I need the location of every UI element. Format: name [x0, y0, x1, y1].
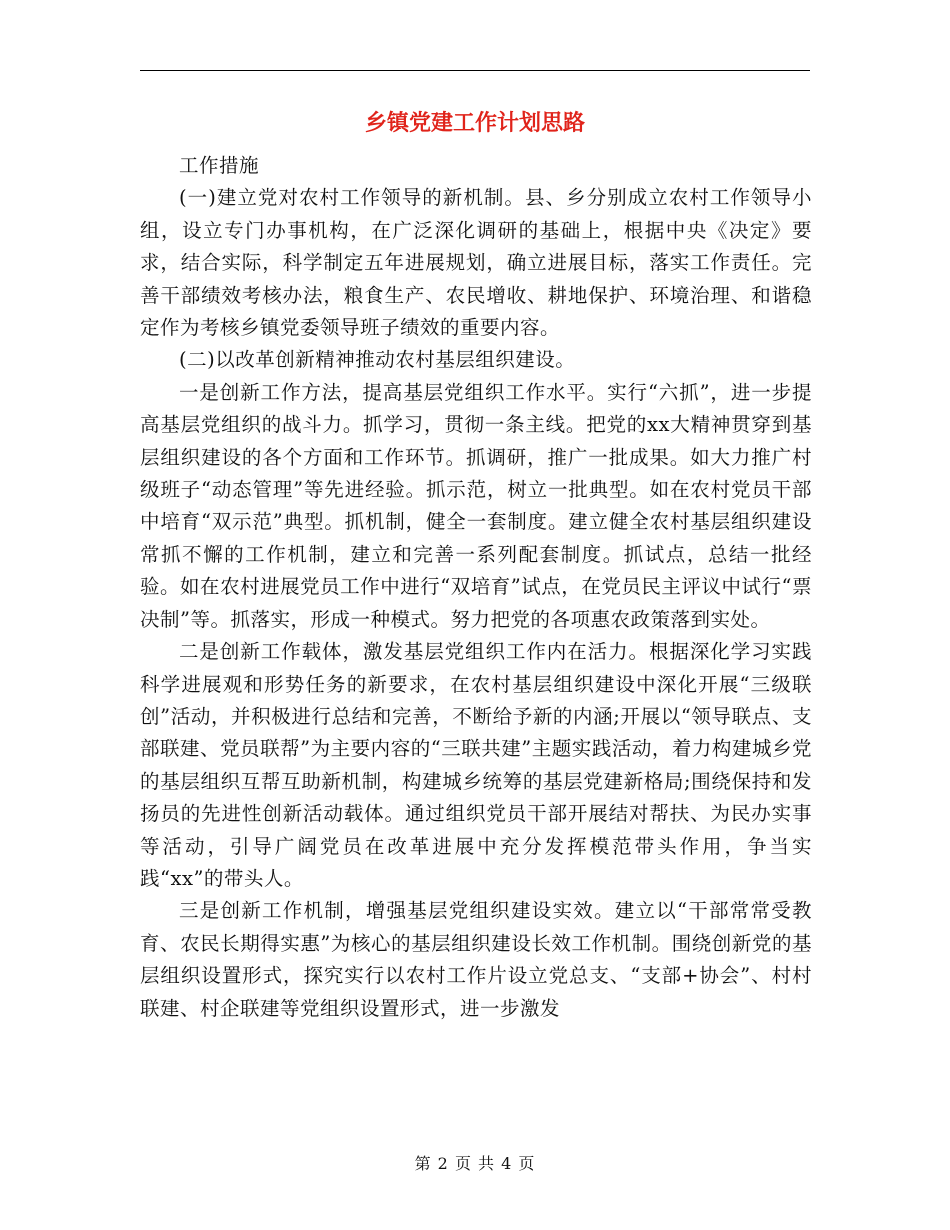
header-rule: [140, 70, 810, 71]
paragraph-section-1: (一)建立党对农村工作领导的新机制。县、乡分别成立农村工作领导小组，设立专门办事机构，在广泛深化调研的基础上，根据中央《决定》要求，结合实际，科学制定五年进展规划，确立进展目标，落实工作责任。完善干部绩效考核办法，粮食生产、农民增收、耕地保护、环境治理、和谐稳定作为考核乡镇党委领导班子绩效的重要内容。: [140, 186, 812, 340]
paragraph-heading-measures: 工作措施: [179, 154, 260, 177]
document-title: 乡镇党建工作计划思路: [364, 111, 585, 136]
page-number: 第 2 页 共 4 页: [414, 1154, 536, 1173]
paragraph-item-1: 一是创新工作方法，提高基层党组织工作水平。实行“六抓”，进一步提高基层党组织的战斗力。抓学习，贯彻一条主线。把党的xx大精神贯穿到基层组织建设的各个方面和工作环节。抓调研，推广一批成果。如大力推广村级班子“动态管理”等先进经验。抓示范，树立一批典型。如在农村党员干部中培育“双示范”典型。抓机制，健全一套制度。建立健全农村基层组织建设常抓不懈的工作机制，建立和完善一系列配套制度。抓试点，总结一批经验。如在农村进展党员工作中进行“双培育”试点，在党员民主评议中试行“票决制”等。抓落实，形成一种模式。努力把党的各项惠农政策落到实处。: [140, 380, 812, 631]
paragraph-section-2: (二)以改革创新精神推动农村基层组织建设。: [179, 348, 576, 372]
document-body: [140, 150, 812, 1025]
paragraph-item-3: 三是创新工作机制，增强基层党组织建设实效。建立以“干部常常受教育、农民长期得实惠”为核心的基层组织建设长效工作机制。围绕创新党的基层组织设置形式，探究实行以农村工作片设立党总支、“支部+协会”、村村联建、村企联建等党组织设置形式，进一步激发: [140, 899, 812, 1020]
paragraph-item-2: 二是创新工作载体，激发基层党组织工作内在活力。根据深化学习实践科学进展观和形势任务的新要求，在农村基层组织建设中深化开展“三级联创”活动，并积极进行总结和完善，不断给予新的内涵;开展以“领导联点、支部联建、党员联帮”为主要内容的“三联共建”主题实践活动，着力构建城乡党的基层组织互帮互助新机制，构建城乡统筹的基层党建新格局;围绕保持和发扬员的先进性创新活动载体。通过组织党员干部开展结对帮扶、为民办实事等活动，引导广阔党员在改革进展中充分发挥模范带头作用，争当实践“xx”的带头人。: [140, 640, 812, 890]
